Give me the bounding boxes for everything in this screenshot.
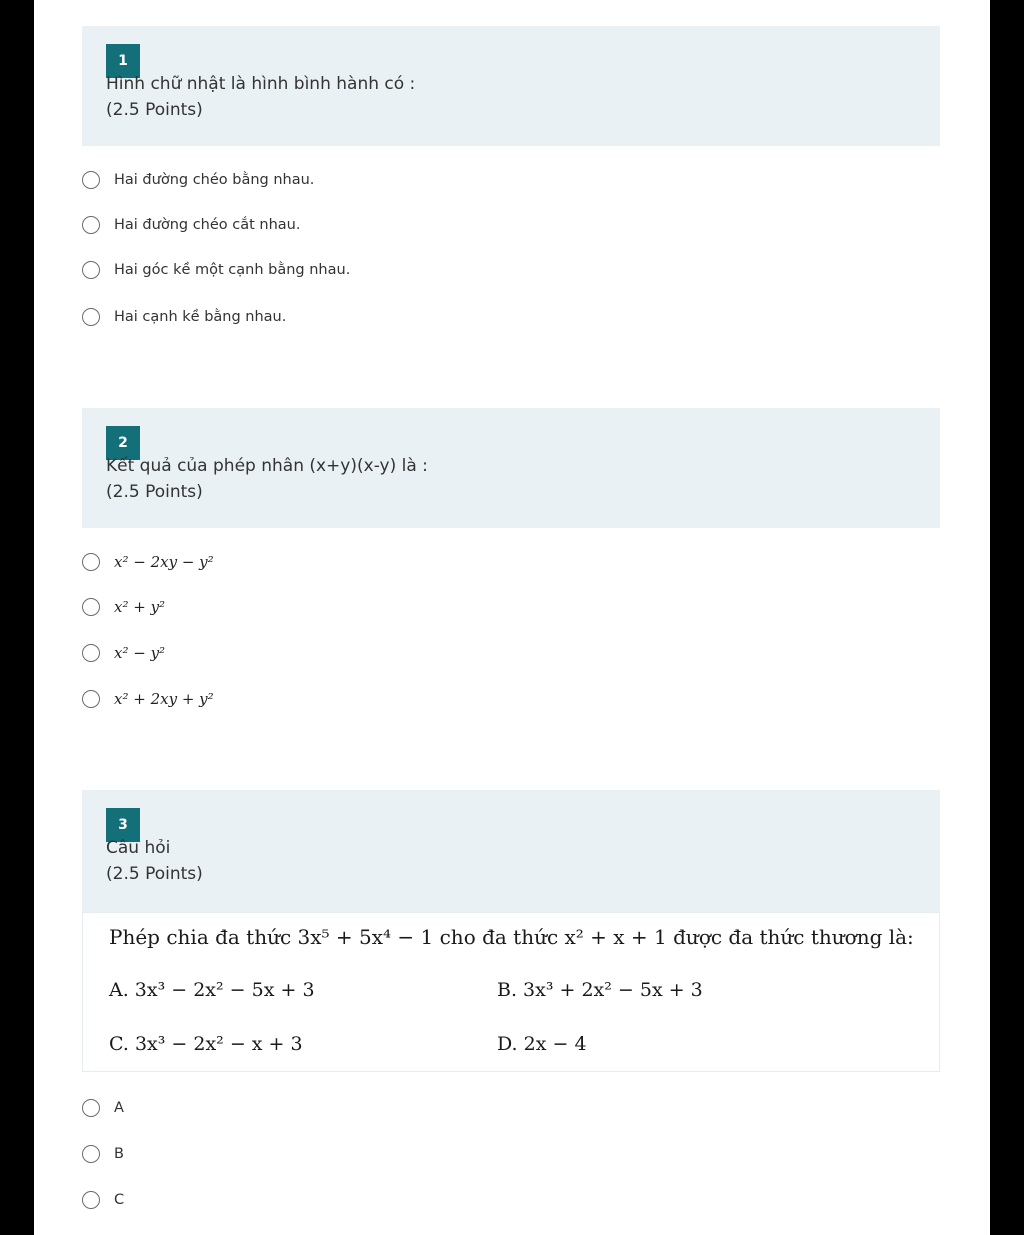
- option-label: Hai đường chéo cắt nhau.: [114, 217, 301, 233]
- question-number-badge: 1: [106, 44, 140, 78]
- question-number-badge: 3: [106, 808, 140, 842]
- image-question-stem: Phép chia đa thức 3x⁵ + 5x⁴ − 1 cho đa thức x² + x + 1 được đa thức thương là:: [109, 925, 914, 949]
- option-q3-c[interactable]: [82, 1187, 124, 1213]
- image-choice-b: B. 3x³ + 2x² − 5x + 3: [497, 979, 703, 1001]
- question-points: (2.5 Points): [106, 482, 203, 502]
- option-formula: x² + y²: [114, 598, 166, 616]
- question-header-3: [82, 790, 940, 912]
- option-q1-1[interactable]: [82, 167, 314, 193]
- option-label: Hai đường chéo bằng nhau.: [114, 172, 315, 188]
- option-q2-1[interactable]: [82, 549, 214, 575]
- option-q1-3[interactable]: [82, 257, 350, 283]
- radio-button[interactable]: [82, 553, 100, 571]
- option-q3-a[interactable]: [82, 1095, 124, 1121]
- option-q3-b[interactable]: [82, 1141, 124, 1167]
- option-label: A: [114, 1100, 124, 1116]
- radio-button[interactable]: [82, 171, 100, 189]
- radio-button[interactable]: [82, 598, 100, 616]
- image-choice-c: C. 3x³ − 2x² − x + 3: [109, 1033, 303, 1055]
- question-header-1: [82, 26, 940, 146]
- radio-button[interactable]: [82, 261, 100, 279]
- image-choice-d: D. 2x − 4: [497, 1033, 587, 1055]
- radio-button[interactable]: [82, 644, 100, 662]
- option-label: Hai góc kề một cạnh bằng nhau.: [114, 262, 351, 278]
- option-q1-4[interactable]: [82, 304, 286, 330]
- radio-button[interactable]: [82, 308, 100, 326]
- question-title: Hình chữ nhật là hình bình hành có :: [106, 74, 416, 94]
- question-title: Câu hỏi: [106, 838, 171, 858]
- option-label: Hai cạnh kề bằng nhau.: [114, 309, 287, 325]
- question-image: [82, 912, 940, 1072]
- option-q2-4[interactable]: [82, 686, 214, 712]
- question-points: (2.5 Points): [106, 100, 203, 120]
- image-choice-a: A. 3x³ − 2x² − 5x + 3: [109, 979, 315, 1001]
- question-title: Kết quả của phép nhân (x+y)(x-y) là :: [106, 456, 428, 476]
- option-formula: x² − y²: [114, 644, 166, 662]
- option-formula: x² + 2xy + y²: [114, 690, 214, 708]
- option-q2-3[interactable]: [82, 640, 165, 666]
- option-label: B: [114, 1146, 124, 1162]
- form-page: [34, 0, 990, 1235]
- question-header-2: [82, 408, 940, 528]
- option-label: C: [114, 1192, 125, 1208]
- option-formula: x² − 2xy − y²: [114, 553, 214, 571]
- radio-button[interactable]: [82, 1145, 100, 1163]
- radio-button[interactable]: [82, 216, 100, 234]
- option-q1-2[interactable]: [82, 212, 300, 238]
- question-number-badge: 2: [106, 426, 140, 460]
- radio-button[interactable]: [82, 1191, 100, 1209]
- option-q2-2[interactable]: [82, 594, 165, 620]
- radio-button[interactable]: [82, 690, 100, 708]
- radio-button[interactable]: [82, 1099, 100, 1117]
- question-points: (2.5 Points): [106, 864, 203, 884]
